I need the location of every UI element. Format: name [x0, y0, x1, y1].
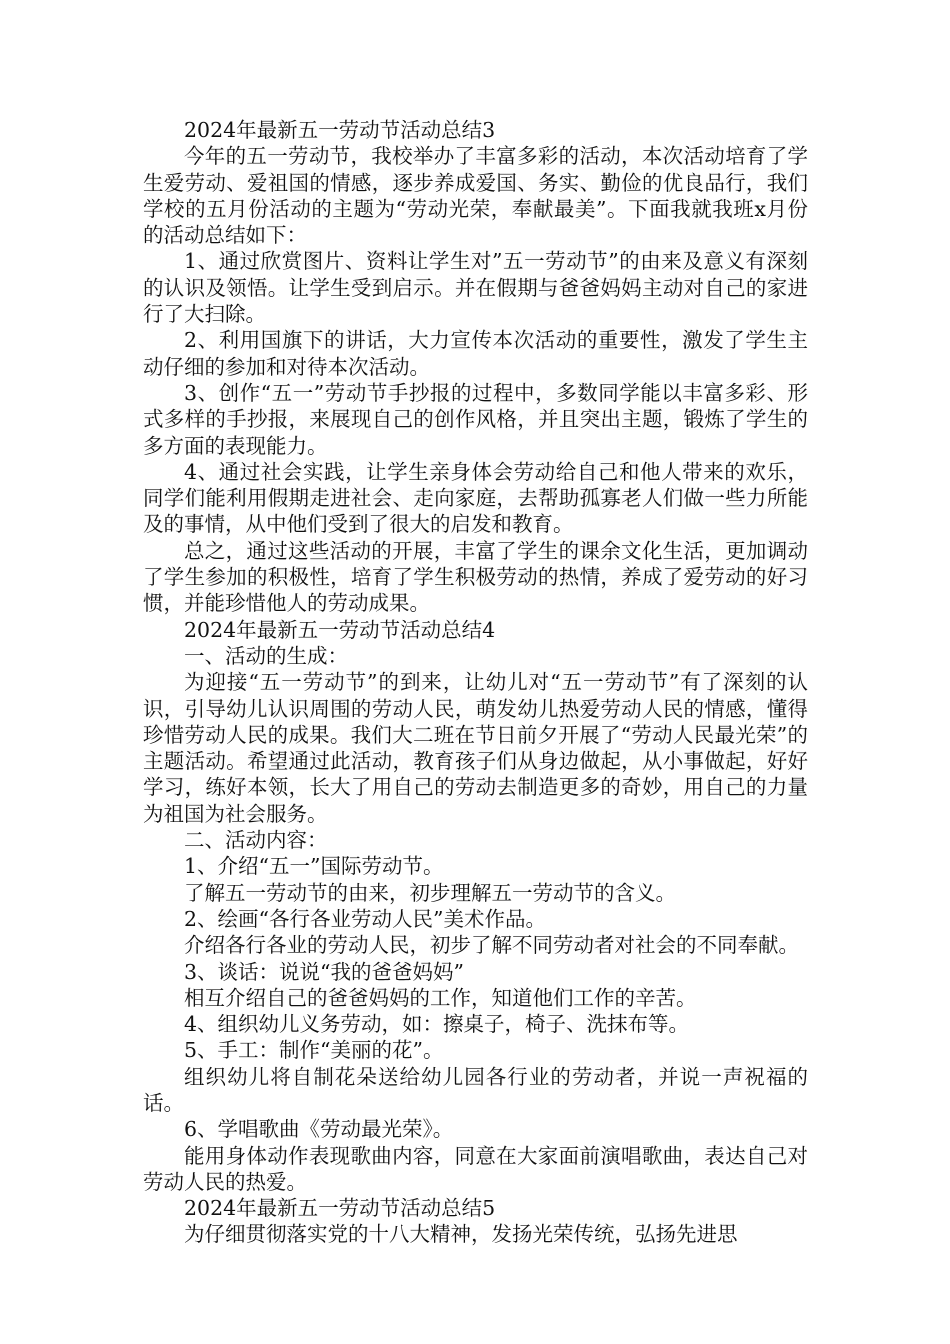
list-item: 5、手工：制作“美丽的花”。	[184, 1038, 444, 1063]
paragraph: 能用身体动作表现歌曲内容，同意在大家面前演唱歌曲，表达自己对劳动人民的热爱。	[143, 1143, 808, 1194]
list-item: 2、绘画“各行各业劳动人民”美术作品。	[184, 906, 547, 931]
list-item: 3、谈话：说说“我的爸爸妈妈”	[184, 959, 465, 984]
list-item: 1、介绍“五一”国际劳动节。	[184, 854, 444, 879]
paragraph: 为迎接“五一劳动节”的到来，让幼儿对“五一劳动节”有了深刻的认识，引导幼儿认识周围的劳动人民，萌发幼儿热爱劳动人民的情感，懂得珍惜劳动人民的成果。我们大二班在节日前夕开展了“劳动人民最光荣”的主题活动。希望通过此活动，教育孩子们从身边做起，从小事做起，好好学习，练好本领，长大了用自己的劳动去制造更多的奇妙，用自己的力量为祖国为社会服务。	[143, 670, 808, 826]
list-item: 3、创作“五一”劳动节手抄报的过程中，多数同学能以丰富多彩、形式多样的手抄报，来展现自己的创作风格，并且突出主题，锻炼了学生的多方面的表现能力。	[143, 380, 808, 458]
paragraph: 了解五一劳动节的由来，初步理解五一劳动节的含义。	[184, 880, 676, 905]
section-title: 2024年最新五一劳动节活动总结4	[184, 617, 496, 642]
subheading: 二、活动内容：	[184, 828, 328, 853]
section-title: 2024年最新五一劳动节活动总结5	[184, 1196, 496, 1221]
list-item: 1、通过欣赏图片、资料让学生对”五一劳动节”的由来及意义有深刻的认识及领悟。让学生受到启示。并在假期与爸爸妈妈主动对自己的家进行了大扫除。	[143, 249, 808, 327]
list-item: 2、利用国旗下的讲话，大力宣传本次活动的重要性，激发了学生主动仔细的参加和对待本次活动。	[143, 328, 808, 379]
paragraph: 相互介绍自己的爸爸妈妈的工作，知道他们工作的辛苦。	[184, 985, 697, 1010]
list-item: 6、学唱歌曲《劳动最光荣》。	[184, 1117, 454, 1142]
paragraph: 组织幼儿将自制花朵送给幼儿园各行业的劳动者，并说一声祝福的话。	[143, 1064, 808, 1115]
list-item: 4、组织幼儿义务劳动，如：擦桌子，椅子、洗抹布等。	[184, 1012, 690, 1037]
document-body	[143, 117, 808, 1248]
paragraph: 今年的五一劳动节，我校举办了丰富多彩的活动，本次活动培育了学生爱劳动、爱祖国的情感，逐步养成爱国、务实、勤俭的优良品行，我们学校的五月份活动的主题为“劳动光荣，奉献最美”。下面我就我班x月份的活动总结如下：	[143, 144, 808, 248]
section-title: 2024年最新五一劳动节活动总结3	[184, 118, 496, 142]
list-item: 4、通过社会实践，让学生亲身体会劳动给自己和他人带来的欢乐，同学们能利用假期走进社会、走向家庭，去帮助孤寡老人们做一些力所能及的事情，从中他们受到了很大的启发和教育。	[143, 459, 808, 537]
paragraph: 介绍各行各业的劳动人民，初步了解不同劳动者对社会的不同奉献。	[184, 933, 799, 958]
subheading: 一、活动的生成：	[184, 643, 348, 668]
paragraph: 总之，通过这些活动的开展，丰富了学生的课余文化生活，更加调动了学生参加的积极性，培育了学生积极劳动的热情，养成了爱劳动的好习惯，并能珍惜他人的劳动成果。	[143, 538, 808, 616]
paragraph: 为仔细贯彻落实党的十八大精神，发扬光荣传统，弘扬先进思	[184, 1222, 738, 1247]
